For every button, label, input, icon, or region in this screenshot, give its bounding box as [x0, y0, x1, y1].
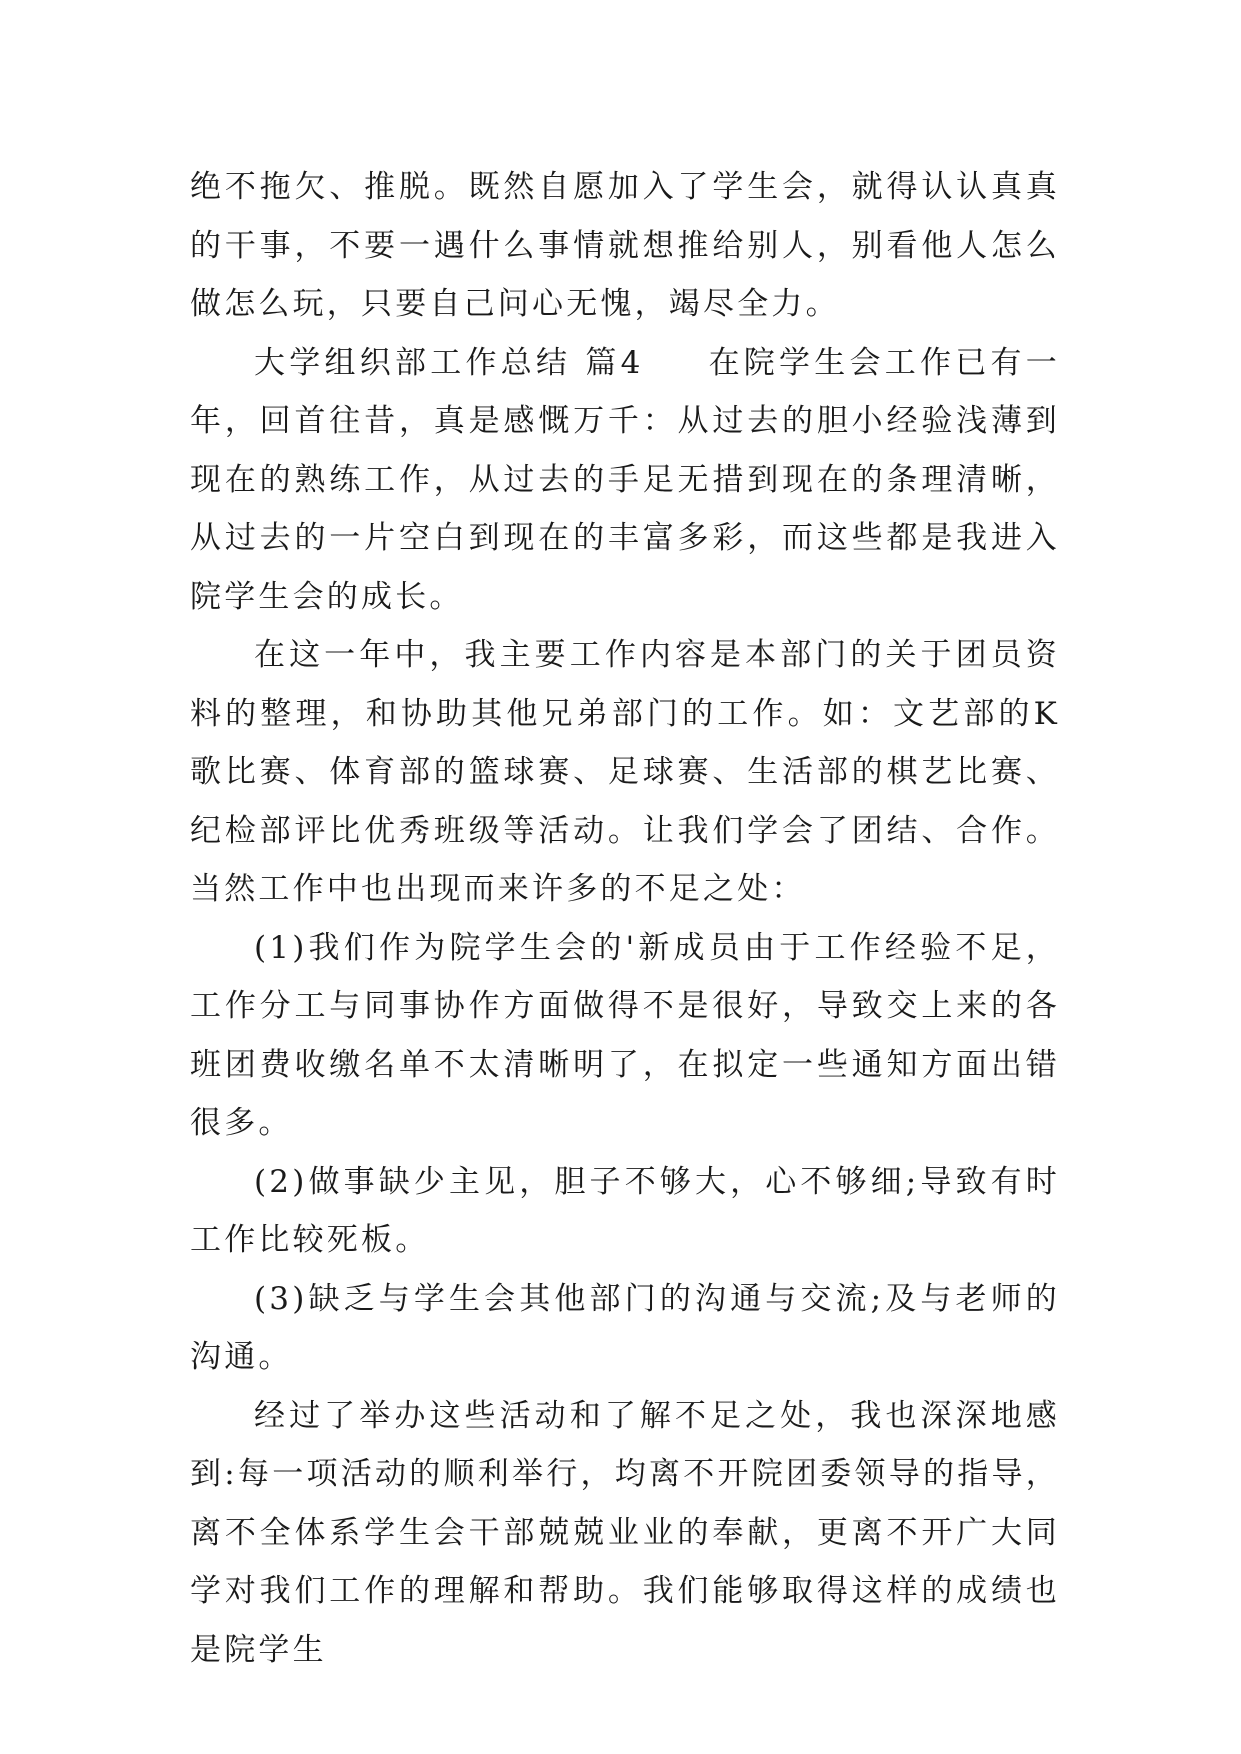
paragraph-continued: 绝不拖欠、推脱。既然自愿加入了学生会，就得认认真真的干事，不要一遇什么事情就想推给别人，别看他人怎么做怎么玩，只要自己问心无愧，竭尽全力。	[190, 169, 1060, 322]
paragraph-conclusion: 经过了举办这些活动和了解不足之处，我也深深地感到:每一项活动的顺利举行，均离不开院团委领导的指导，离不全体系学生会干部兢兢业业的奉献，更离不开广大同学对我们工作的理解和帮助。我们能够取得这样的成绩也是院学生	[190, 1397, 1060, 1668]
section-heading: 大学组织部工作总结 篇4	[254, 344, 644, 381]
paragraph-issue-3: (3)缺乏与学生会其他部门的沟通与交流;及与老师的沟通。	[190, 1280, 1060, 1375]
section-intro-text: 在院学生会工作已有一年，回首往昔，真是感慨万千：从过去的胆小经验浅薄到现在的熟练工作，从过去的手足无措到现在的条理清晰，从过去的一片空白到现在的丰富多彩，而这些都是我进入院学生会的成长。	[190, 344, 1060, 615]
paragraph-work-content: 在这一年中，我主要工作内容是本部门的关于团员资料的整理，和协助其他兄弟部门的工作。如：文艺部的K歌比赛、体育部的篮球赛、足球赛、生活部的棋艺比赛、纪检部评比优秀班级等活动。让我们学会了团结、合作。当然工作中也出现而来许多的不足之处：	[190, 637, 1060, 907]
paragraph-section-4	[190, 334, 1060, 627]
document-body	[190, 158, 1060, 1679]
paragraph-issue-1: (1)我们作为院学生会的'新成员由于工作经验不足，工作分工与同事协作方面做得不是很好，导致交上来的各班团费收缴名单不太清晰明了，在拟定一些通知方面出错很多。	[190, 929, 1060, 1141]
paragraph-issue-2: (2)做事缺少主见，胆子不够大，心不够细;导致有时工作比较死板。	[190, 1163, 1060, 1258]
